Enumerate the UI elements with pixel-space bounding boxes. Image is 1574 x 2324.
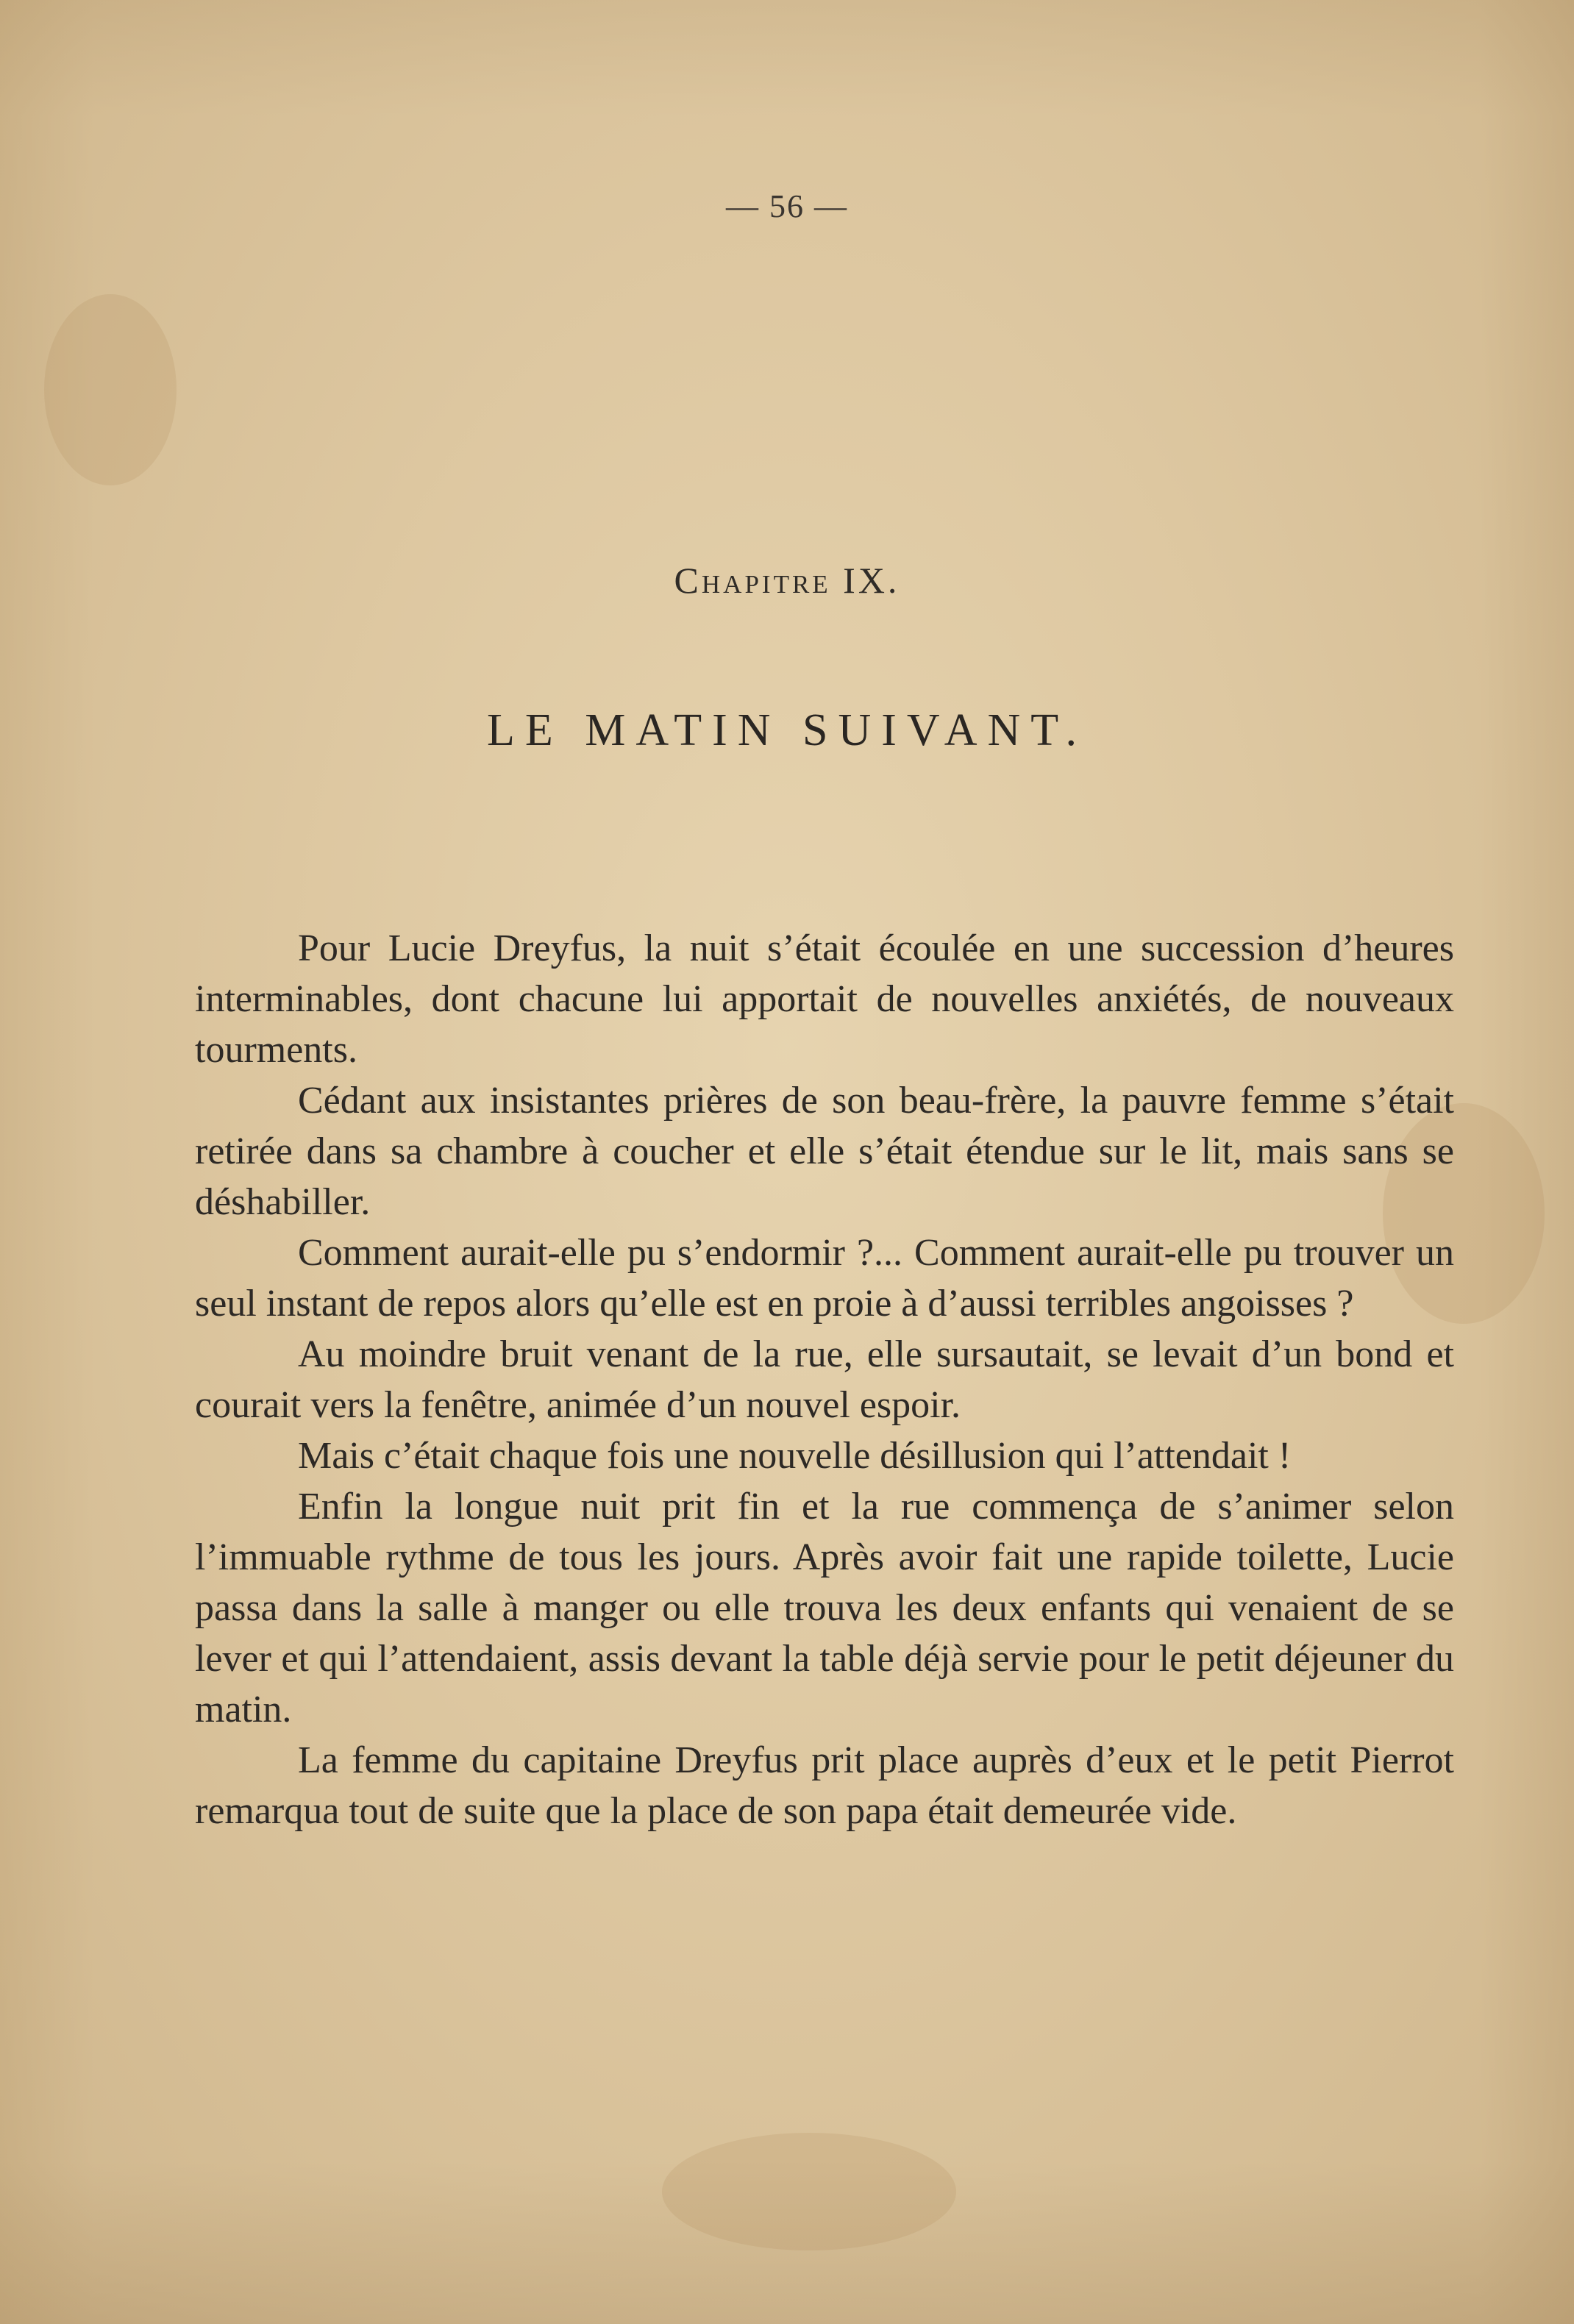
paragraph: Au moindre bruit venant de la rue, elle sursautait, se levait d’un bond et courait vers la fenêtre, animée d’un nouvel espoir. <box>195 1333 1454 1426</box>
paragraph: Comment aurait-elle pu s’endormir ?... Comment aurait-elle pu trouver un seul instant de repos alors qu’elle est en proie à d’aussi terribles angoisses ? <box>195 1232 1454 1325</box>
paragraph: Mais c’était chaque fois une nouvelle désillusion qui l’attendait ! <box>298 1435 1292 1477</box>
paragraph: Pour Lucie Dreyfus, la nuit s’était écoulée en une succession d’heures interminables, dont chacune lui apportait de nouvelles anxiétés, de nouveaux tourments. <box>195 927 1454 1071</box>
paper-stain <box>662 2133 956 2250</box>
page-number: — 56 — <box>726 188 848 224</box>
paragraph: Cédant aux insistantes prières de son beau-frère, la pauvre femme s’était retirée dans sa chambre à coucher et elle s’était étendue sur le lit, mais sans se déshabiller. <box>195 1080 1454 1223</box>
chapter-label: Chapitre IX. <box>674 560 900 601</box>
body-text <box>195 923 1454 1836</box>
chapter-title: LE MATIN SUIVANT. <box>486 705 1088 755</box>
paper-stain <box>44 294 177 485</box>
paragraph: La femme du capitaine Dreyfus prit place auprès d’eux et le petit Pierrot remarqua tout de suite que la place de son papa était demeurée vide. <box>195 1739 1454 1832</box>
paragraph: Enfin la longue nuit prit fin et la rue commença de s’animer selon l’immuable rythme de tous les jours. Après avoir fait une rapide toilette, Lucie passa dans la salle à manger ou elle trouva les deux enfants qui venaient de se lever et qui l’attendaient, assis devant la table déjà servie pour le petit déjeuner du matin. <box>195 1486 1454 1730</box>
